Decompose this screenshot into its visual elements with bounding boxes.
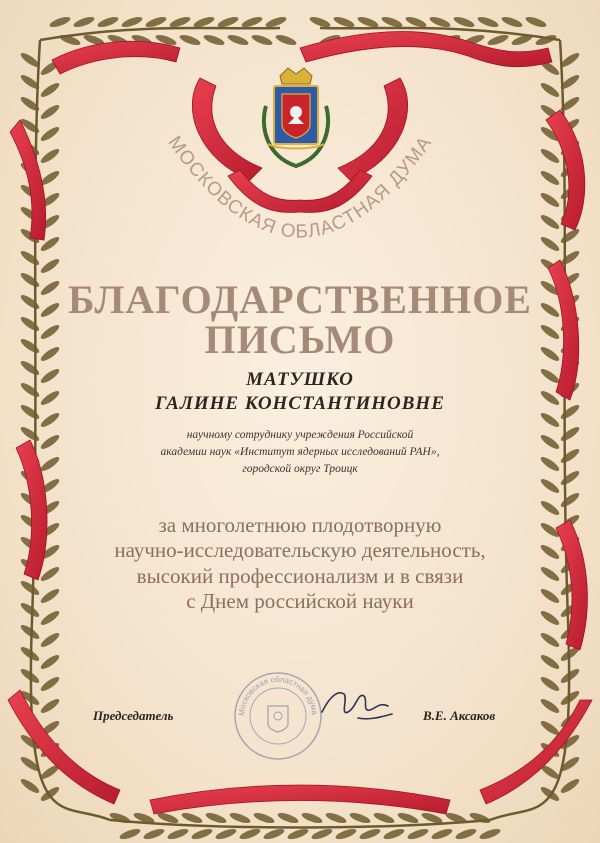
organization-name: МОСКОВСКАЯ ОБЛАСТНАЯ ДУМА	[163, 132, 437, 243]
document-title-line2: ПИСЬМО	[204, 317, 396, 362]
official-stamp-icon	[232, 670, 324, 762]
reason-line: научно-исследовательскую деятельность,	[114, 538, 486, 562]
reason-line: за многолетнюю плодотворную	[158, 513, 442, 537]
handwritten-signature	[318, 682, 396, 726]
recipient-surname: МАТУШКО	[246, 369, 354, 390]
recipient-given-names: ГАЛИНЕ КОНСТАНТИНОВНЕ	[155, 393, 445, 414]
signer-name: В.Е. Аксаков	[423, 708, 496, 723]
recipient-description-line: городской округ Троицк	[242, 463, 358, 475]
svg-text:Московская областная дума	[237, 675, 319, 716]
reason-line: с Днем российской науки	[186, 589, 414, 613]
recipient-description-line: научному сотруднику учреждения Российской	[186, 429, 414, 441]
seal-text: Московская областная дума	[236, 674, 320, 717]
document-title-line1: БЛАГОДАРСТВЕННОЕ	[68, 277, 532, 322]
svg-text:МОСКОВСКАЯ ОБЛАСТНАЯ ДУМА	[164, 132, 437, 242]
reason-line: высокий профессионализм и в связи	[136, 564, 464, 588]
chairman-label: Председатель	[93, 708, 174, 723]
recipient-description-line: академии наук «Институт ядерных исследований РАН»,	[160, 446, 440, 458]
